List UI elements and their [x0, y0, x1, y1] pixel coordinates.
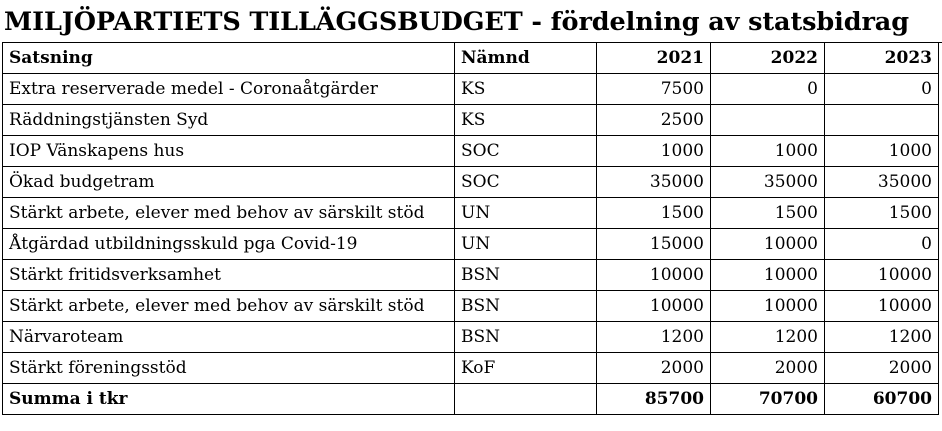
cell-2023: 35000: [825, 167, 939, 198]
table-row: [3, 322, 939, 353]
cell-satsning: Åtgärdad utbildningsskuld pga Covid-19: [3, 229, 455, 260]
total-2022: 70700: [711, 384, 825, 415]
cell-satsning: Stärkt fritidsverksamhet: [3, 260, 455, 291]
total-2021: 85700: [597, 384, 711, 415]
cell-2022: 1500: [711, 198, 825, 229]
cell-2021: 10000: [597, 291, 711, 322]
total-label: Summa i tkr: [3, 384, 455, 415]
cell-2023: 0: [825, 74, 939, 105]
cell-2022: 10000: [711, 260, 825, 291]
table-row: [3, 260, 939, 291]
header-namnd: Nämnd: [455, 43, 597, 74]
cell-namnd: SOC: [455, 167, 597, 198]
cell-2021: 2500: [597, 105, 711, 136]
total-namnd: [455, 384, 597, 415]
header-satsning: Satsning: [3, 43, 455, 74]
table-row: [3, 291, 939, 322]
cell-namnd: BSN: [455, 291, 597, 322]
table-row: [3, 229, 939, 260]
cell-2023: 1000: [825, 136, 939, 167]
cell-2021: 1000: [597, 136, 711, 167]
table-row: [3, 198, 939, 229]
cell-satsning: Räddningstjänsten Syd: [3, 105, 455, 136]
cell-satsning: IOP Vänskapens hus: [3, 136, 455, 167]
cell-satsning: Extra reserverade medel - Coronaåtgärder: [3, 74, 455, 105]
cell-2023: 1500: [825, 198, 939, 229]
cell-2022: 10000: [711, 229, 825, 260]
cell-2022: 35000: [711, 167, 825, 198]
cell-namnd: UN: [455, 198, 597, 229]
cell-2021: 2000: [597, 353, 711, 384]
table-row: [3, 74, 939, 105]
cell-2022: 1000: [711, 136, 825, 167]
cell-2023: 10000: [825, 291, 939, 322]
cell-satsning: Stärkt föreningsstöd: [3, 353, 455, 384]
cell-2021: 15000: [597, 229, 711, 260]
cell-2022: 10000: [711, 291, 825, 322]
cell-satsning: Stärkt arbete, elever med behov av särskilt stöd: [3, 291, 455, 322]
header-2021: 2021: [597, 43, 711, 74]
table-header-row: [3, 43, 939, 74]
cell-2021: 35000: [597, 167, 711, 198]
table-total-row: [3, 384, 939, 415]
cell-2023: 10000: [825, 260, 939, 291]
cell-satsning: Närvaroteam: [3, 322, 455, 353]
header-2023: 2023: [825, 43, 939, 74]
cell-namnd: BSN: [455, 322, 597, 353]
table-row: [3, 167, 939, 198]
budget-table: [2, 42, 939, 415]
cell-2021: 7500: [597, 74, 711, 105]
table-row: [3, 136, 939, 167]
cell-satsning: Ökad budgetram: [3, 167, 455, 198]
cell-namnd: SOC: [455, 136, 597, 167]
cell-2022: [711, 105, 825, 136]
total-2023: 60700: [825, 384, 939, 415]
cell-2021: 1200: [597, 322, 711, 353]
table-row: [3, 105, 939, 136]
cell-2023: 2000: [825, 353, 939, 384]
cell-2022: 2000: [711, 353, 825, 384]
cell-2022: 0: [711, 74, 825, 105]
header-2022: 2022: [711, 43, 825, 74]
table-row: [3, 353, 939, 384]
cell-namnd: KoF: [455, 353, 597, 384]
cell-namnd: KS: [455, 105, 597, 136]
cell-2023: 1200: [825, 322, 939, 353]
cell-namnd: BSN: [455, 260, 597, 291]
cell-2021: 1500: [597, 198, 711, 229]
cell-2023: 0: [825, 229, 939, 260]
cell-2021: 10000: [597, 260, 711, 291]
page-title: MILJÖPARTIETS TILLÄGGSBUDGET - fördelning av statsbidrag: [4, 7, 909, 37]
sheet-gridline: [907, 42, 942, 431]
cell-2022: 1200: [711, 322, 825, 353]
cell-namnd: UN: [455, 229, 597, 260]
cell-satsning: Stärkt arbete, elever med behov av särskilt stöd: [3, 198, 455, 229]
cell-namnd: KS: [455, 74, 597, 105]
